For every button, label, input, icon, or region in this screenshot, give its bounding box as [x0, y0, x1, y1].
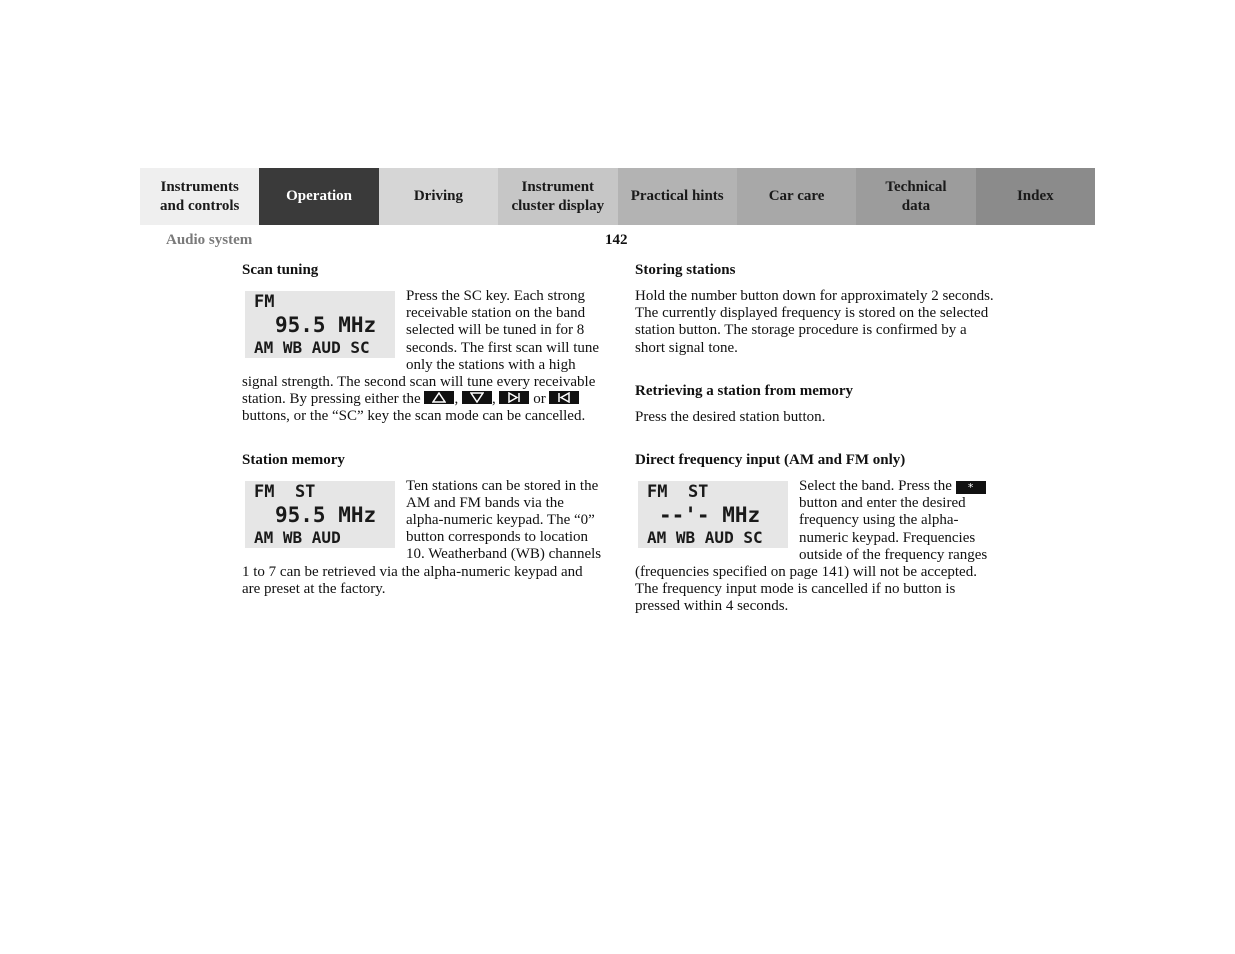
tab-practical-hints[interactable]: Practical hints — [618, 168, 737, 225]
right-column — [635, 262, 995, 616]
section-label: Audio system — [166, 232, 253, 248]
tab-operation[interactable]: Operation — [259, 168, 378, 225]
display-line-3: AM WB AUD — [254, 527, 341, 547]
storing-stations-text: Hold the number button down for approximately 2 seconds. The currently displayed frequency is stored on the selected station button. The storage procedure is confirmed by a short signal tone. — [635, 288, 994, 356]
display-line-2: --'- MHz — [659, 503, 761, 528]
section-nav — [140, 168, 1095, 225]
station-memory-block — [242, 478, 602, 598]
scan-tuning-heading: Scan tuning — [242, 262, 319, 278]
storing-stations-heading: Storing stations — [635, 262, 736, 278]
scan-tuning-text: Press the SC key. Each strong receivable station on the band selected will be tuned in for 8 seconds. The first scan will tune only the stations with a high signal strength. The second scan will tune every receivable station. By pressing either the , , or buttons, or the “SC” key the scan mode can be cancelled. — [242, 288, 600, 425]
tab-index[interactable]: Index — [976, 168, 1095, 225]
direct-frequency-block — [635, 478, 995, 616]
star-key-icon: * — [956, 481, 986, 494]
triangle-down-icon — [462, 391, 492, 404]
display-line-1: FM ST — [647, 482, 709, 503]
skip-back-icon — [549, 391, 579, 404]
radio-display-memory — [245, 481, 395, 548]
page-number: 142 — [605, 232, 628, 248]
scan-tuning-block — [242, 288, 602, 426]
display-line-2: 95.5 MHz — [275, 313, 377, 337]
radio-display-direct — [638, 481, 788, 548]
retrieving-station-heading: Retrieving a station from memory — [635, 382, 853, 399]
retrieving-station-text: Press the desired station button. — [635, 408, 826, 425]
tab-instruments-and-controls[interactable]: Instruments and controls — [140, 168, 259, 225]
direct-frequency-text: Select the band. Press the * button and enter the desired frequency using the alpha-numeric keypad. Frequencies outside of the frequency ranges (frequencies specified on page 141) will not be accepted. The frequency input mode is cancelled if no button is pressed within 4 seconds. — [635, 478, 988, 615]
station-memory-heading: Station memory — [242, 451, 345, 468]
triangle-up-icon — [424, 391, 454, 404]
display-line-2: 95.5 MHz — [275, 502, 377, 527]
radio-display-scan — [245, 291, 395, 358]
left-column — [242, 262, 602, 598]
tab-technical-data[interactable]: Technical data — [856, 168, 975, 225]
display-line-3: AM WB AUD SC — [647, 528, 763, 548]
station-memory-text: Ten stations can be stored in the AM and FM bands via the alpha-numeric keypad. The “0” button corresponds to location 10. Weatherband (WB) channels 1 to 7 can be retrieved via the alpha-numeric keypad and are preset at the factory. — [242, 477, 602, 597]
tab-driving[interactable]: Driving — [379, 168, 498, 225]
skip-forward-icon — [499, 391, 529, 404]
tab-car-care[interactable]: Car care — [737, 168, 856, 225]
display-line-3: AM WB AUD SC — [254, 338, 370, 357]
tab-instrument-cluster-display[interactable]: Instrument cluster display — [498, 168, 617, 225]
display-line-1: FM — [254, 292, 275, 312]
direct-frequency-heading: Direct frequency input (AM and FM only) — [635, 452, 906, 469]
display-line-1: FM ST — [254, 481, 316, 502]
